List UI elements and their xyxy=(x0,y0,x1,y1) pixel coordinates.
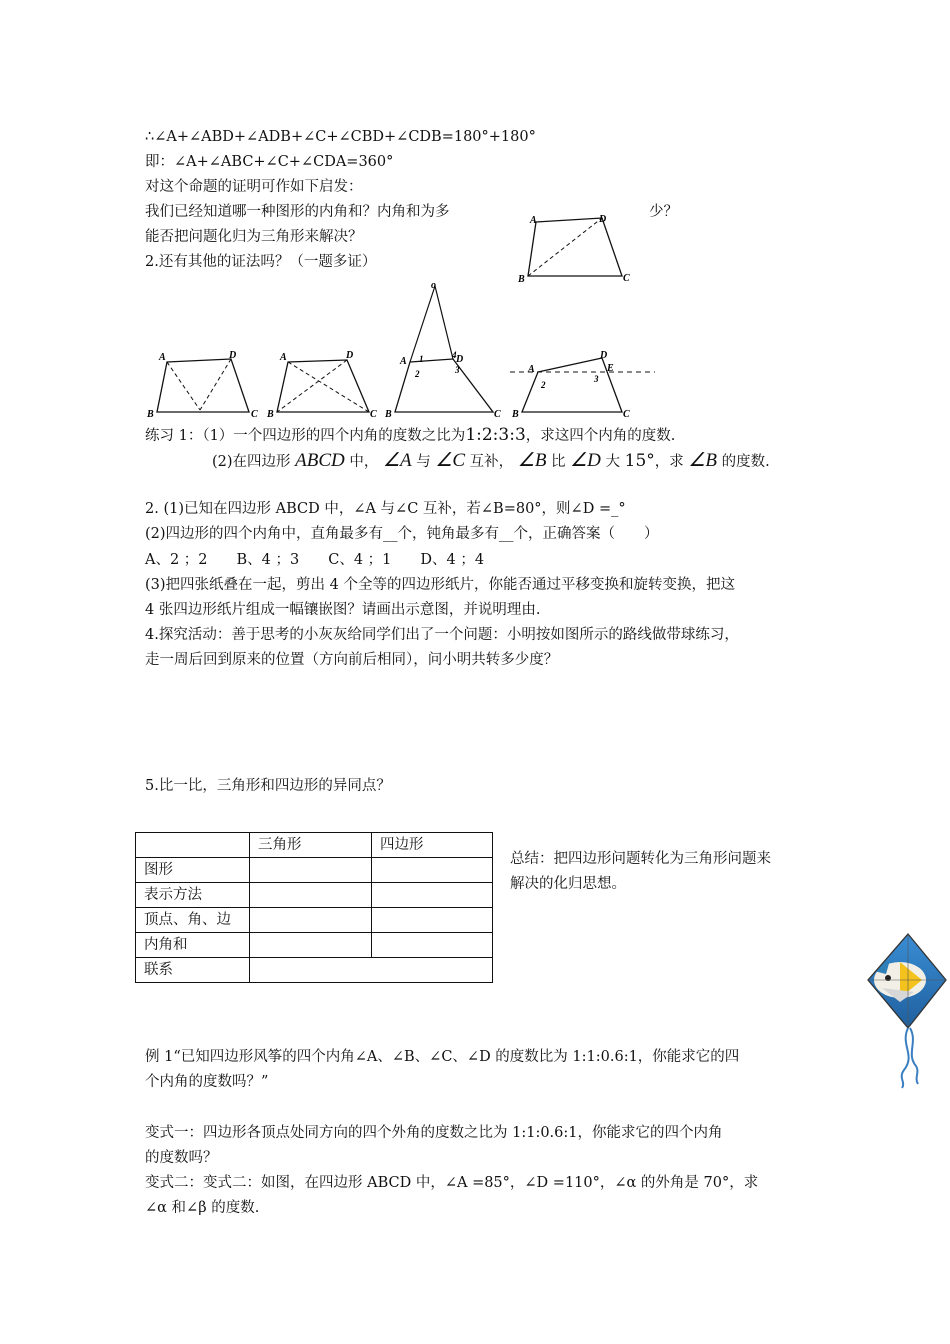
table-cell xyxy=(372,908,493,933)
ex1-angle-b: ∠B xyxy=(517,450,547,471)
exercise-1-ratio: 1:2:3:3 xyxy=(465,425,526,445)
ex1-text-a: (2)在四边形 xyxy=(212,454,291,470)
q2-part-3-line-1: (3)把四张纸叠在一起，剪出 4 个全等的四边形纸片，你能否通过平移变换和旋转变换，把这 xyxy=(145,577,735,593)
table-row xyxy=(136,908,493,933)
figure-2 xyxy=(266,350,377,420)
table-row xyxy=(136,858,493,883)
table-row-label: 内角和 xyxy=(136,933,250,958)
fig3-label-O: o xyxy=(431,280,436,291)
ex1-angle-d: ∠D xyxy=(570,450,601,471)
fig3-angle-4: 4 xyxy=(452,350,457,360)
summary-line-1: 总结：把四边形问题转化为三角形问题来 xyxy=(510,851,771,867)
table-header-cell: 四边形 xyxy=(372,833,493,858)
variant-1-line-2: 的度数吗？ xyxy=(145,1150,218,1166)
fig3-label-C: C xyxy=(494,409,501,420)
hint-line: 对这个命题的证明可作如下启发： xyxy=(145,179,363,195)
fig3-label-D: D xyxy=(456,354,464,365)
fig2-label-D: D xyxy=(346,350,354,361)
fig2-label-B: B xyxy=(267,409,274,420)
fig4-label-C: C xyxy=(623,409,630,420)
fig4-angle-2: 2 xyxy=(541,380,546,390)
fig4-label-D: D xyxy=(600,350,608,361)
fig4-label-A: A xyxy=(528,364,535,375)
fig4-label-E: E xyxy=(607,363,614,374)
label-B: B xyxy=(518,274,525,285)
q2-part-1: 2. (1)已知在四边形 ABCD 中，∠A 与∠C 互补，若∠B=80°，则∠D =_° xyxy=(145,501,626,517)
exercise-1-line-2 xyxy=(212,451,770,470)
table-row xyxy=(136,933,493,958)
ex1-angle-b-2: ∠B xyxy=(688,450,718,471)
fig1-label-D: D xyxy=(229,350,237,361)
fig2-label-C: C xyxy=(370,409,377,420)
ex1-angle-c: ∠C xyxy=(435,450,466,471)
fig1-label-C: C xyxy=(251,409,258,420)
ex1-text-e: 比 xyxy=(551,454,566,470)
table-row-label: 联系 xyxy=(136,958,250,983)
table-row-label: 顶点、角、边 xyxy=(136,908,250,933)
table-cell xyxy=(250,908,372,933)
variant-1-line-1: 变式一：四边形各顶点处同方向的四个外角的度数之比为 1:1:0.6:1，你能求它的四个内角 xyxy=(145,1125,723,1141)
q4-line-1: 4.探究活动：善于思考的小灰灰给同学们出了一个问题：小明按如图所示的路线做带球练习， xyxy=(145,627,739,643)
proof-line-2: 即：∠A+∠ABC+∠C+∠CDA=360° xyxy=(145,154,394,170)
ex1-text-h: 的度数. xyxy=(721,454,770,470)
ex1-degrees: 15° xyxy=(624,451,655,471)
figure-4 xyxy=(510,350,655,420)
table-header-cell: 三角形 xyxy=(250,833,372,858)
fig3-label-A: A xyxy=(400,356,407,367)
question-line-c: 能否把问题化归为三角形来解决？ xyxy=(145,229,363,245)
label-D: D xyxy=(599,214,607,225)
label-A: A xyxy=(530,215,537,226)
table-row xyxy=(136,883,493,908)
proof-line-1: ∴∠A+∠ABD+∠ADB+∠C+∠CBD+∠CDB=180°+180° xyxy=(145,129,536,145)
proof-figures-row xyxy=(145,280,665,425)
fig3-label-B: B xyxy=(385,409,392,420)
table-cell xyxy=(250,933,372,958)
q2-choices: A、2 ；2 B、4 ；3 C、4 ；1 D、4 ；4 xyxy=(145,552,485,568)
ex1-text-d: 互补， xyxy=(469,454,514,470)
summary-line-2: 解决的化归思想。 xyxy=(510,876,626,892)
multi-proof-line: 2.还有其他的证法吗？（一题多证） xyxy=(145,254,377,270)
example-1-line-2: 个内角的度数吗？” xyxy=(145,1074,269,1090)
fig4-angle-3: 3 xyxy=(594,374,599,384)
exercise-1-suffix: ，求这四个内角的度数. xyxy=(525,428,676,444)
table-row-label: 表示方法 xyxy=(136,883,250,908)
ex1-text-g: ，求 xyxy=(654,454,684,470)
variant-2-line-1: 变式二：变式二：如图，在四边形 ABCD 中，∠A =85°，∠D =110°，∠α 的外角是 70°，求 xyxy=(145,1175,759,1191)
exercise-1-line-1 xyxy=(145,427,675,444)
exercise-1-prefix: 练习 1：（1）一个四边形的四个内角的度数之比为 xyxy=(145,428,466,444)
fig4-label-B: B xyxy=(512,409,519,420)
q2-part-3-line-2: 4 张四边形纸片组成一幅镶嵌图？请画出示意图，并说明理由. xyxy=(145,602,541,618)
table-cell xyxy=(250,883,372,908)
q2-part-2: (2)四边形的四个内角中，直角最多有__个，钝角最多有__个，正确答案（ ） xyxy=(145,526,659,542)
figure-3 xyxy=(384,280,501,420)
table-cell xyxy=(250,858,372,883)
example-1-line-1: 例 1“已知四边形风筝的四个内角∠A、∠B、∠C、∠D 的度数比为 1:1:0.6:1，你能求它的四 xyxy=(145,1049,740,1065)
fig1-label-A: A xyxy=(159,352,166,363)
quadrilateral-diagonal-figure xyxy=(510,208,640,288)
table-cell xyxy=(372,883,493,908)
question-line-b: 少？ xyxy=(649,204,678,220)
figure-1 xyxy=(146,350,258,420)
table-cell xyxy=(372,933,493,958)
ex1-text-b: 中， xyxy=(349,454,379,470)
q4-line-2: 走一周后回到原来的位置（方向前后相同），问小明共转多少度？ xyxy=(145,652,559,668)
table-header-cell xyxy=(136,833,250,858)
ex1-text-c: 与 xyxy=(416,454,431,470)
table-cell xyxy=(250,958,493,983)
question-line-a: 我们已经知道哪一种图形的内角和？内角和为多 xyxy=(145,204,450,220)
ex1-abcd: ABCD xyxy=(295,450,345,471)
fig1-label-B: B xyxy=(147,409,154,420)
fig3-angle-3: 3 xyxy=(455,365,460,375)
table-cell xyxy=(372,858,493,883)
kite-with-fish-picture-icon xyxy=(860,930,950,1090)
q5-line: 5.比一比，三角形和四边形的异同点？ xyxy=(145,778,391,794)
table-row xyxy=(136,958,493,983)
fig2-label-A: A xyxy=(280,352,287,363)
label-C: C xyxy=(623,273,630,284)
variant-2-line-2: ∠α 和∠β 的度数. xyxy=(145,1200,260,1216)
fig3-angle-2: 2 xyxy=(415,369,420,379)
ex1-angle-a: ∠A xyxy=(382,450,412,471)
comparison-table xyxy=(135,832,493,983)
table-row-label: 图形 xyxy=(136,858,250,883)
ex1-text-f: 大 xyxy=(605,454,621,470)
fig3-angle-1: 1 xyxy=(419,354,424,364)
table-header-row xyxy=(136,833,493,858)
